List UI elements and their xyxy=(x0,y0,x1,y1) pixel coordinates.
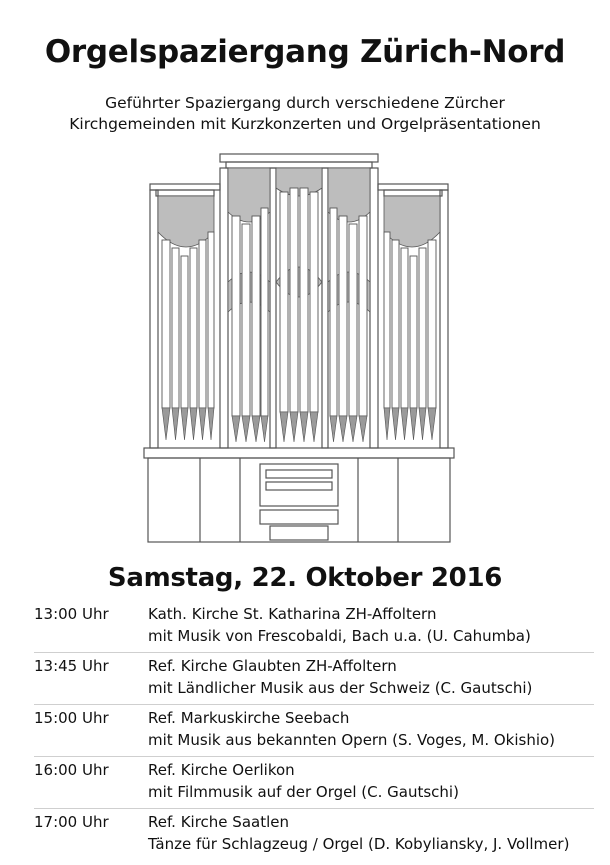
schedule-item xyxy=(34,812,594,860)
schedule-item xyxy=(34,604,594,653)
schedule-details xyxy=(148,708,594,751)
organ-pipe-mouths xyxy=(162,408,436,442)
subtitle-line-2: Kirchgemeinden mit Kurzkonzerten und Orgelpräsentationen xyxy=(69,115,541,133)
schedule-program: Tänze für Schlagzeug / Orgel (D. Kobyliansky, J. Vollmer) xyxy=(148,834,570,853)
schedule-time: 17:00 Uhr xyxy=(34,813,109,831)
schedule-list xyxy=(34,604,594,863)
schedule-venue: Ref. Markuskirche Seebach xyxy=(148,709,350,727)
schedule-venue: Ref. Kirche Oerlikon xyxy=(148,761,295,779)
schedule-time: 16:00 Uhr xyxy=(34,761,109,779)
schedule-item xyxy=(34,760,594,809)
schedule-program: mit Filmmusik auf der Orgel (C. Gautschi) xyxy=(148,782,459,801)
schedule-venue: Kath. Kirche St. Katharina ZH-Affoltern xyxy=(148,605,437,623)
poster-title: Orgelspaziergang Zürich-Nord xyxy=(44,34,566,70)
pipe-organ-illustration xyxy=(140,152,458,544)
schedule-item xyxy=(34,656,594,705)
poster-subtitle xyxy=(0,93,610,135)
schedule-details xyxy=(148,604,594,647)
schedule-details xyxy=(148,812,594,855)
schedule-time: 15:00 Uhr xyxy=(34,709,109,727)
schedule-program: mit Musik aus bekannten Opern (S. Voges, M. Okishio) xyxy=(148,730,556,749)
schedule-details xyxy=(148,760,594,803)
schedule-venue: Ref. Kirche Glaubten ZH-Affoltern xyxy=(148,657,397,675)
schedule-time: 13:00 Uhr xyxy=(34,605,109,623)
schedule-program: mit Ländlicher Musik aus der Schweiz (C. Gautschi) xyxy=(148,678,533,697)
schedule-program: mit Musik von Frescobaldi, Bach u.a. (U. Cahumba) xyxy=(148,626,531,645)
schedule-details xyxy=(148,656,594,699)
schedule-time: 13:45 Uhr xyxy=(34,657,109,675)
subtitle-line-1: Geführter Spaziergang durch verschiedene Zürcher xyxy=(105,94,505,112)
schedule-venue: Ref. Kirche Saatlen xyxy=(148,813,289,831)
schedule-item xyxy=(34,708,594,757)
event-date: Samstag, 22. Oktober 2016 xyxy=(107,563,503,593)
